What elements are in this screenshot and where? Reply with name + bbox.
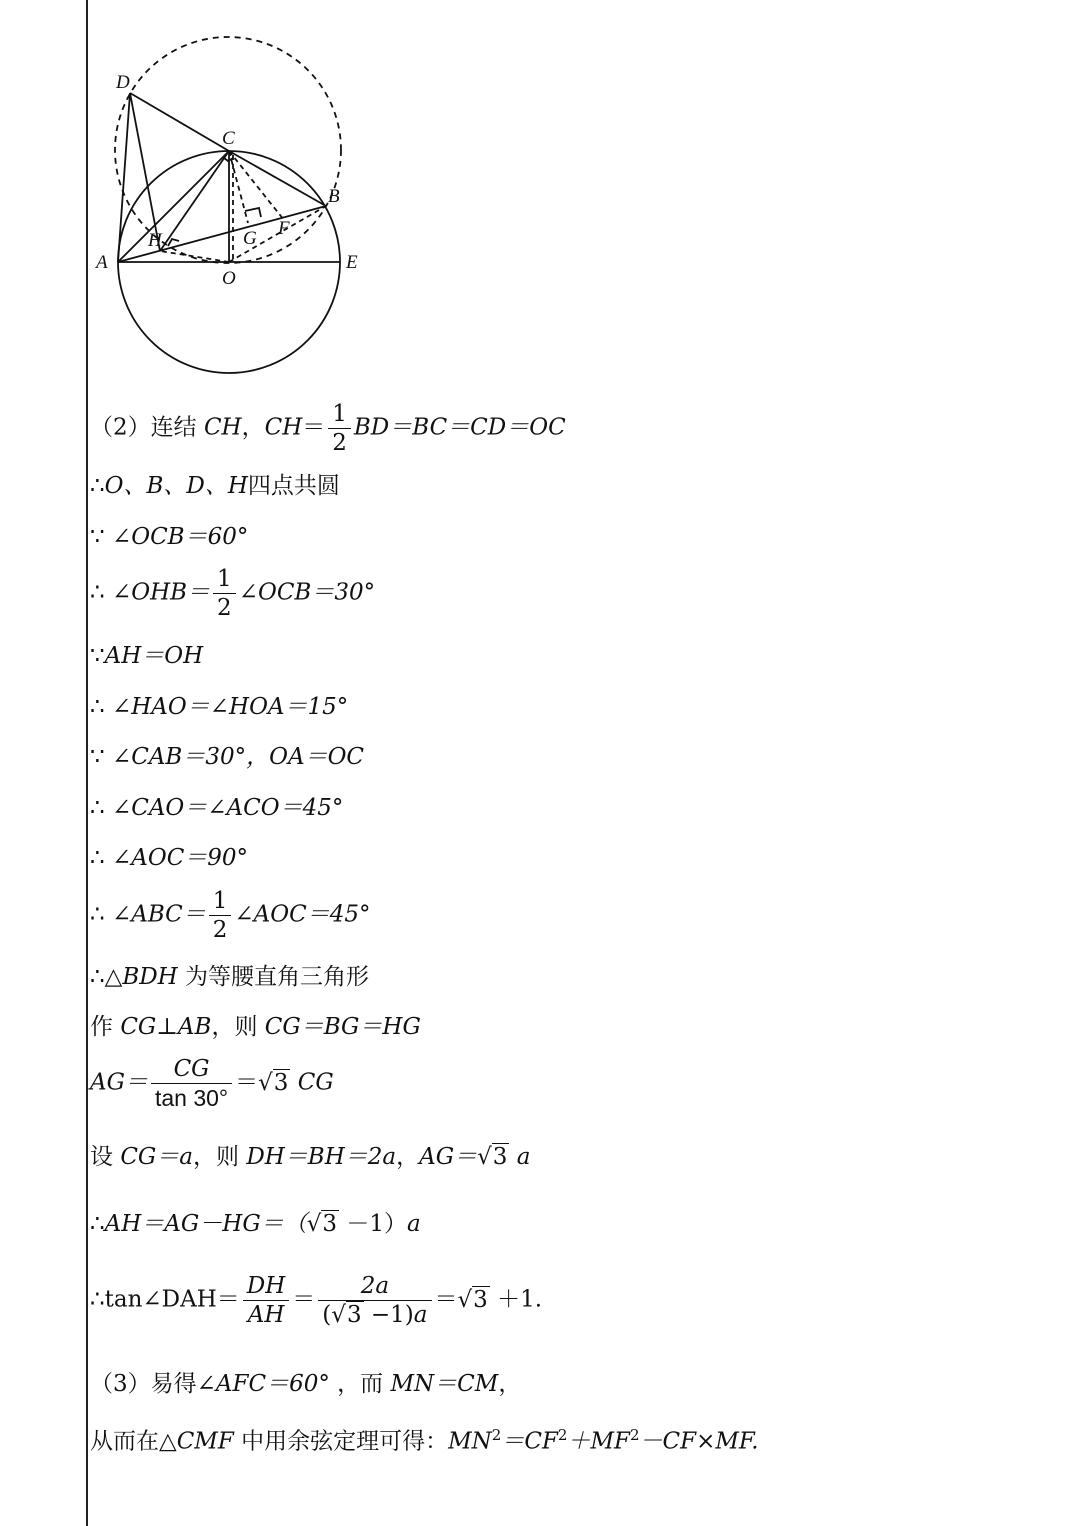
solution-line-17: （3）易得∠AFC＝60° ，而 MN＝CM，	[90, 1371, 522, 1397]
solution-line-2: ∴O、B、D、H四点共圆	[90, 473, 340, 499]
solution-line-6: ∴ ∠HAO＝∠HOA＝15°	[90, 694, 349, 720]
right-angle-h	[168, 239, 179, 246]
label-d: D	[116, 72, 130, 93]
sqrt-3: √3	[258, 1069, 289, 1096]
segment-cb	[229, 151, 326, 206]
fraction-dh-ah: $\frac{DH}{AH}$	[243, 1272, 290, 1329]
solution-line-4: ∴ ∠OHB＝ $\frac{1}{2}$ ∠OCB＝30°	[90, 566, 376, 621]
label-g: G	[243, 228, 257, 249]
solution-line-3: ∵ ∠OCB＝60°	[90, 524, 249, 550]
solution-line-12: 作 CG⊥AB，则 CG＝BG＝HG	[90, 1014, 421, 1040]
right-angle-g	[245, 208, 261, 217]
solution-line-7: ∵ ∠CAB＝30°，OA＝OC	[90, 744, 365, 770]
segment-cg	[229, 151, 248, 223]
sqrt-3: √3	[457, 1286, 488, 1313]
solution-line-14: 设 CG＝a，则 DH＝BH＝2a，AG＝√3 a	[90, 1144, 531, 1170]
solution-line-11: ∴△BDH 为等腰直角三角形	[90, 964, 370, 990]
solution-line-13: AG＝ $\frac{CG}{\tan 30^\circ}$ ＝√3 CG	[90, 1056, 334, 1111]
label-f: F	[278, 218, 290, 239]
sqrt-3: √3	[306, 1211, 338, 1237]
fraction-half: $\frac{1}{2}$	[213, 565, 236, 622]
solution-line-5: ∵AH＝OH	[90, 643, 204, 669]
fraction-half: $\frac{1}{2}$	[328, 400, 351, 457]
solution-line-16: ∴tan∠DAH＝ $\frac{DH}{AH}$ ＝ $\frac{2a}{(√3 -1)a}$ ＝√3 ＋1.	[90, 1273, 543, 1328]
fraction-half: $\frac{1}{2}$	[209, 887, 232, 944]
segment-dc	[130, 93, 229, 151]
solution-line-8: ∴ ∠CAO＝∠ACO＝45°	[90, 795, 344, 821]
label-b: B	[328, 186, 340, 207]
segment-oh	[160, 251, 229, 262]
label-h: H	[148, 230, 162, 251]
label-e: E	[346, 252, 358, 273]
fraction-2a: $\frac{2a}{(√3 -1)a}$	[318, 1272, 431, 1329]
fraction-cg-tan: $\frac{CG}{\tan 30^\circ}$	[151, 1055, 232, 1112]
solution-line-15: ∴AH＝AG－HG＝（√3 －1）a	[90, 1211, 421, 1237]
label-o: O	[222, 268, 236, 289]
label-c: C	[222, 128, 235, 149]
segment-ch	[160, 151, 229, 251]
solution-line-18: 从而在△CMF 中用余弦定理可得：$MN^2=CF^2+MF^2-CF\times MF$.	[90, 1426, 759, 1455]
sqrt-3: √3	[477, 1144, 508, 1170]
solution-line-9: ∴ ∠AOC＝90°	[90, 845, 249, 871]
solution-line-1: （2）连结 CH，CH＝ $\frac{1}{2}$ BD＝BC＝CD＝OC	[90, 401, 566, 456]
label-a: A	[96, 252, 108, 273]
segment-ac	[118, 151, 229, 262]
geometry-figure	[88, 30, 388, 390]
solution-line-10: ∴ ∠ABC＝ $\frac{1}{2}$ ∠AOC＝45°	[90, 888, 371, 943]
